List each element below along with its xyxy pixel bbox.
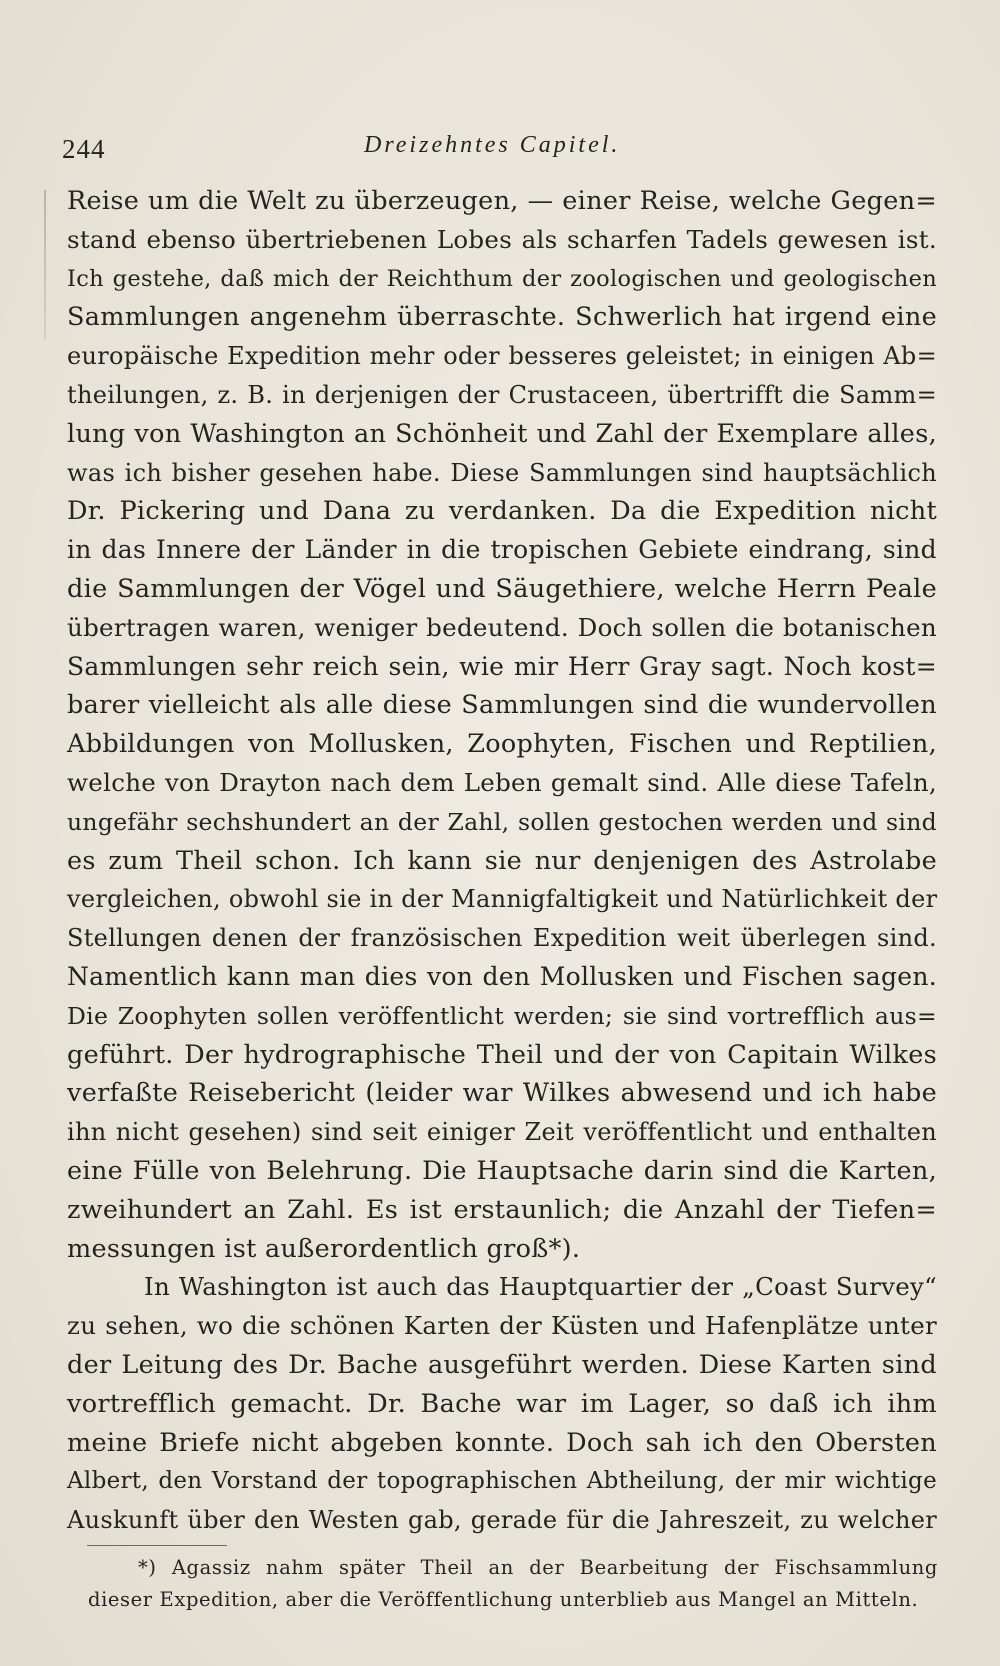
text-line: Reise um die Welt zu überzeugen, — einer Reise, welche Gegen= — [67, 186, 937, 216]
text-line: die Sammlungen der Vögel und Säugethiere, welche Herrn Peale — [67, 573, 937, 604]
text-line: es zum Theil schon. Ich kann sie nur denjenigen des Astrolabe — [67, 845, 937, 876]
text-line: Ich gestehe, daß mich der Reichthum der zoologischen und geologischen — [67, 265, 937, 292]
text-line: ihn nicht gesehen) sind seit einiger Zeit veröffentlicht und enthalten — [67, 1118, 937, 1147]
text-line: was ich bisher gesehen habe. Diese Sammlungen sind hauptsächlich — [67, 458, 937, 487]
text-line: Albert, den Vorstand der topographischen Abtheilung, der mir wichtige — [67, 1468, 937, 1495]
page-header — [62, 128, 942, 168]
text-line: Sammlungen angenehm überraschte. Schwerlich hat irgend eine — [67, 302, 937, 333]
footnote — [88, 1552, 938, 1616]
text-line: messungen ist außerordentlich groß*). — [67, 1233, 581, 1264]
body-text — [67, 182, 937, 1540]
text-line: meine Briefe nicht abgeben konnte. Doch sah ich den Obersten — [67, 1427, 937, 1458]
text-line: welche von Drayton nach dem Leben gemalt sind. Alle diese Tafeln, — [67, 767, 937, 797]
text-line: lung von Washington an Schönheit und Zahl der Exemplare alles, — [67, 418, 937, 449]
text-line: Auskunft über den Westen gab, gerade für die Jahreszeit, zu welcher — [67, 1506, 937, 1535]
text-line: übertragen waren, weniger bedeutend. Doch sollen die botanischen — [67, 612, 937, 642]
footnote-line: dieser Expedition, aber die Veröffentlichung unterblieb aus Mangel an Mitteln. — [88, 1588, 919, 1611]
text-line: zweihundert an Zahl. Es ist erstaunlich; die Anzahl der Tiefen= — [67, 1194, 937, 1225]
margin-mark — [44, 190, 46, 340]
text-line: stand ebenso übertriebenen Lobes als scharfen Tadels gewesen ist. — [67, 224, 937, 254]
text-line: Abbildungen von Mollusken, Zoophyten, Fischen und Reptilien, — [67, 729, 937, 760]
text-line: Die Zoophyten sollen veröffentlicht werden; sie sind vortrefflich aus= — [67, 1001, 937, 1030]
text-line: verfaßte Reisebericht (leider war Wilkes abwesend und ich habe — [67, 1078, 937, 1109]
text-line: ungefähr sechshundert an der Zahl, sollen gestochen werden und sind — [67, 807, 937, 836]
text-line: eine Fülle von Belehrung. Die Hauptsache darin sind die Karten, — [67, 1155, 937, 1186]
text-line: theilungen, z. B. in derjenigen der Crustaceen, übertrifft die Samm= — [67, 380, 937, 409]
footnote-divider — [87, 1545, 227, 1546]
text-line: Dr. Pickering und Dana zu verdanken. Da die Expedition nicht — [67, 496, 937, 527]
text-line: Sammlungen sehr reich sein, wie mir Herr Gray sagt. Noch kost= — [67, 651, 937, 681]
text-line: vergleichen, obwohl sie in der Mannigfaltigkeit und Natürlichkeit der — [67, 885, 938, 914]
page-number: 244 — [62, 134, 106, 164]
text-line: geführt. Der hydrographische Theil und der von Capitain Wilkes — [67, 1039, 937, 1070]
text-line: Stellungen denen der französischen Expedition weit überlegen sind. — [67, 924, 937, 953]
text-line: der Leitung des Dr. Bache ausgeführt werden. Diese Karten sind — [67, 1349, 937, 1380]
text-line: vortrefflich gemacht. Dr. Bache war im Lager, so daß ich ihm — [67, 1388, 937, 1419]
footnote-line: *) Agassiz nahm später Theil an der Bearbeitung der Fischsammlung — [138, 1556, 938, 1579]
text-line: Namentlich kann man dies von den Mollusken und Fischen sagen. — [67, 961, 937, 991]
running-head: Dreizehntes Capitel. — [364, 132, 621, 158]
text-line: europäische Expedition mehr oder besseres geleistet; in einigen Ab= — [67, 342, 937, 371]
text-line: zu sehen, wo die schönen Karten der Küsten und Hafenplätze unter — [67, 1311, 937, 1341]
text-line: In Washington ist auch das Hauptquartier der „Coast Survey“ — [144, 1272, 937, 1302]
text-line: barer vielleicht als alle diese Sammlungen sind die wundervollen — [67, 690, 937, 721]
text-line: in das Innere der Länder in die tropischen Gebiete eindrang, sind — [67, 535, 937, 565]
